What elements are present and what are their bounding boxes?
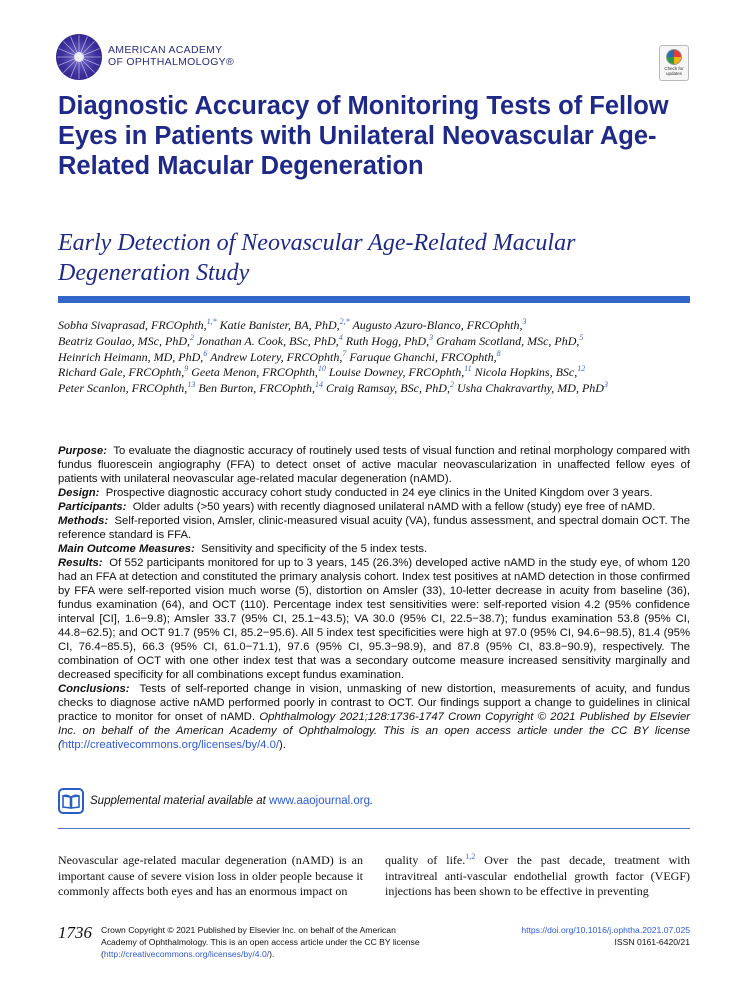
abstract-purpose: Purpose: To evaluate the diagnostic accuracy of routinely used tests of visual function and retinal morphology compared with fundus fluorescein angiography (FFA) to detect onset of active macular neovascularization in unaffected fellow eyes of patients with unilateral neovascular age-related macular degeneration (nAMD). [58, 445, 691, 485]
aao-logo-text [108, 44, 234, 68]
author: Jonathan A. Cook, BSc, PhD,$^4$ [196, 332, 343, 348]
author: Faruque Ghanchi, FRCOphth,$^8$ [349, 348, 501, 364]
author: Andrew Lotery, FRCOphth,$^7$ [210, 348, 347, 364]
author: Richard Gale, FRCOphth,$^9$ [58, 364, 189, 380]
abstract [58, 444, 690, 752]
abstract-outcome: Main Outcome Measures: Sensitivity and specificity of the 5 index tests. [58, 543, 428, 555]
section-divider [58, 828, 690, 829]
author: Graham Scotland, MSc, PhD,$^5$ [436, 332, 584, 348]
article-title: Diagnostic Accuracy of Monitoring Tests of Fellow Eyes in Patients with Unilateral Neovascular Age-Related Macular Degeneration [58, 92, 669, 180]
citation: Ophthalmology 2021;128:1736-1747 Crown Copyright © 2021 Published by Elsevier Inc. on behalf of the American Academy of Ophthalmology. This is an open access article under the CC BY license ( [58, 711, 690, 751]
page-number: 1736 [58, 923, 92, 942]
footer-license-link[interactable]: http://creativecommons.org/licenses/by/4.0/ [103, 948, 270, 959]
doi-link[interactable]: https://doi.org/10.1016/j.ophtha.2021.07.025 [521, 925, 690, 935]
abstract-participants: Participants: Older adults (>50 years) with recently diagnosed unilateral nAMD with a fellow (study) eye free of nAMD. [58, 501, 656, 513]
footer-copyright: Crown Copyright © 2021 Published by Elsevier Inc. on behalf of the American Academy of Ophthalmology. This is an open access article under the CC BY license (http://creativecommons.org/licenses/by/4.0/). [101, 925, 420, 959]
abstract-conclusions: Conclusions: Tests of self-reported change in vision, unmasking of new distortion, measurements of acuity, and fundus checks to diagnose active nAMD performed poorly in contrast to OCT. Our findings support a change to guidelines in clinical practice to monitor for onset of nAMD. Ophthalmology 2021;128:1736-1747 Crown Copyright © 2021 Published by Elsevier Inc. on behalf of the American Academy of Ophthalmology. This is an open access article under the CC BY license (http://creativecommons.org/licenses/by/4.0/). [58, 683, 690, 751]
license-link[interactable]: http://creativecommons.org/licenses/by/4.0/ [61, 739, 280, 751]
author: Nicola Hopkins, BSc,$^{12}$ [474, 364, 586, 380]
logo-line-1: AMERICAN ACADEMY [108, 44, 223, 56]
supplemental-note: Supplemental material available at www.aaojournal.org. [90, 795, 374, 807]
aao-logo-icon [56, 34, 102, 80]
check-for-updates-button[interactable] [659, 45, 689, 81]
abstract-design: Design: Prospective diagnostic accuracy cohort study conducted in 24 eye clinics in the United Kingdom over 3 years. [58, 487, 653, 499]
author: Ruth Hogg, PhD,$^3$ [345, 332, 434, 348]
abstract-methods: Methods: Self-reported vision, Amsler, clinic-measured visual acuity (VA), fundus assessment, and spectral domain OCT. The reference standard is FFA. [58, 515, 691, 541]
check-updates-line-1: Check for [664, 66, 684, 71]
book-icon [58, 788, 84, 814]
author: Peter Scanlon, FRCOphth,$^{13}$ [58, 380, 196, 396]
check-updates-line-2: updates [665, 71, 682, 76]
author: Katie Banister, BA, PhD,$^{2,*}$ [219, 317, 350, 332]
author: Craig Ramsay, BSc, PhD,$^2$ [325, 380, 454, 396]
body-column-right: quality of life.$^{1,2}$ Over the past decade, treatment with intravitreal anti-vascular endothelial growth factor (VEGF) injections has been shown to be effective in preventing [385, 852, 690, 898]
article-subtitle: Early Detection of Neovascular Age-Related Macular Degeneration Study [58, 230, 576, 286]
author: Heinrich Heimann, MD, PhD,$^6$ [58, 348, 208, 364]
author: Louise Downey, FRCOphth,$^{11}$ [328, 364, 472, 380]
author: Geeta Menon, FRCOphth,$^{10}$ [191, 364, 326, 380]
author: Sobha Sivaprasad, FRCOphth,$^{1,*}$ [58, 317, 217, 332]
title-divider [58, 296, 690, 303]
supplemental-link[interactable]: www.aaojournal.org [269, 795, 371, 807]
body-column-left: Neovascular age-related macular degeneration (nAMD) is an important cause of severe vision loss in older people because it commonly affects both eyes and has an enormous impact on [58, 853, 363, 898]
abstract-results: Results: Of 552 participants monitored for up to 3 years, 145 (26.3%) developed active nAMD in the study eye, of whom 120 had an FFA at detection and constituted the primary analysis cohort. Index test positives at nAMD detection in those confirmed by FFA were self-reported vision much worse (5), distortion on Amsler (33), 10-letter decrease in acuity from baseline (36), fundus examination (64), and OCT (110). Percentage index test sensitivities were: self-reported vision 4.2 (95% confidence interval [CI], 1.6−9.8); Amsler 33.7 (95% CI, 25.1−43.5); VA 30.0 (95% CI, 22.5−38.7); fundus examination 53.8 (95% CI, 44.8−62.5); and OCT 91.7 (95% CI, 85.2−95.6). All 5 index test specificities were high at 97.0 (95% CI, 94.6−98.5), 81.4 (95% CI, 76.4−85.5), 66.3 (95% CI, 61.0−71.1), 97.6 (95% CI, 95.3−98.9), and 87.8 (95% CI, 83.8−90.9), respectively. The combination of OCT with one other index test that was a secondary outcome measure increased sensitivity marginally and decreased specificity for all combinations except fundus examination. [58, 557, 690, 681]
author: Ben Burton, FRCOphth,$^{14}$ [198, 380, 323, 396]
crossmark-icon [666, 49, 682, 65]
issn: ISSN 0161-6420/21 [614, 936, 690, 947]
footer-doi-block [470, 925, 690, 949]
author: Augusto Azuro-Blanco, FRCOphth,$^3$ [352, 317, 527, 332]
author: Usha Chakravarthy, MD, PhD$^3$ [456, 380, 608, 396]
author-list [58, 318, 698, 397]
logo-line-2: OF OPHTHALMOLOGY® [108, 56, 235, 68]
author: Beatriz Goulao, MSc, PhD,$^2$ [58, 332, 194, 348]
